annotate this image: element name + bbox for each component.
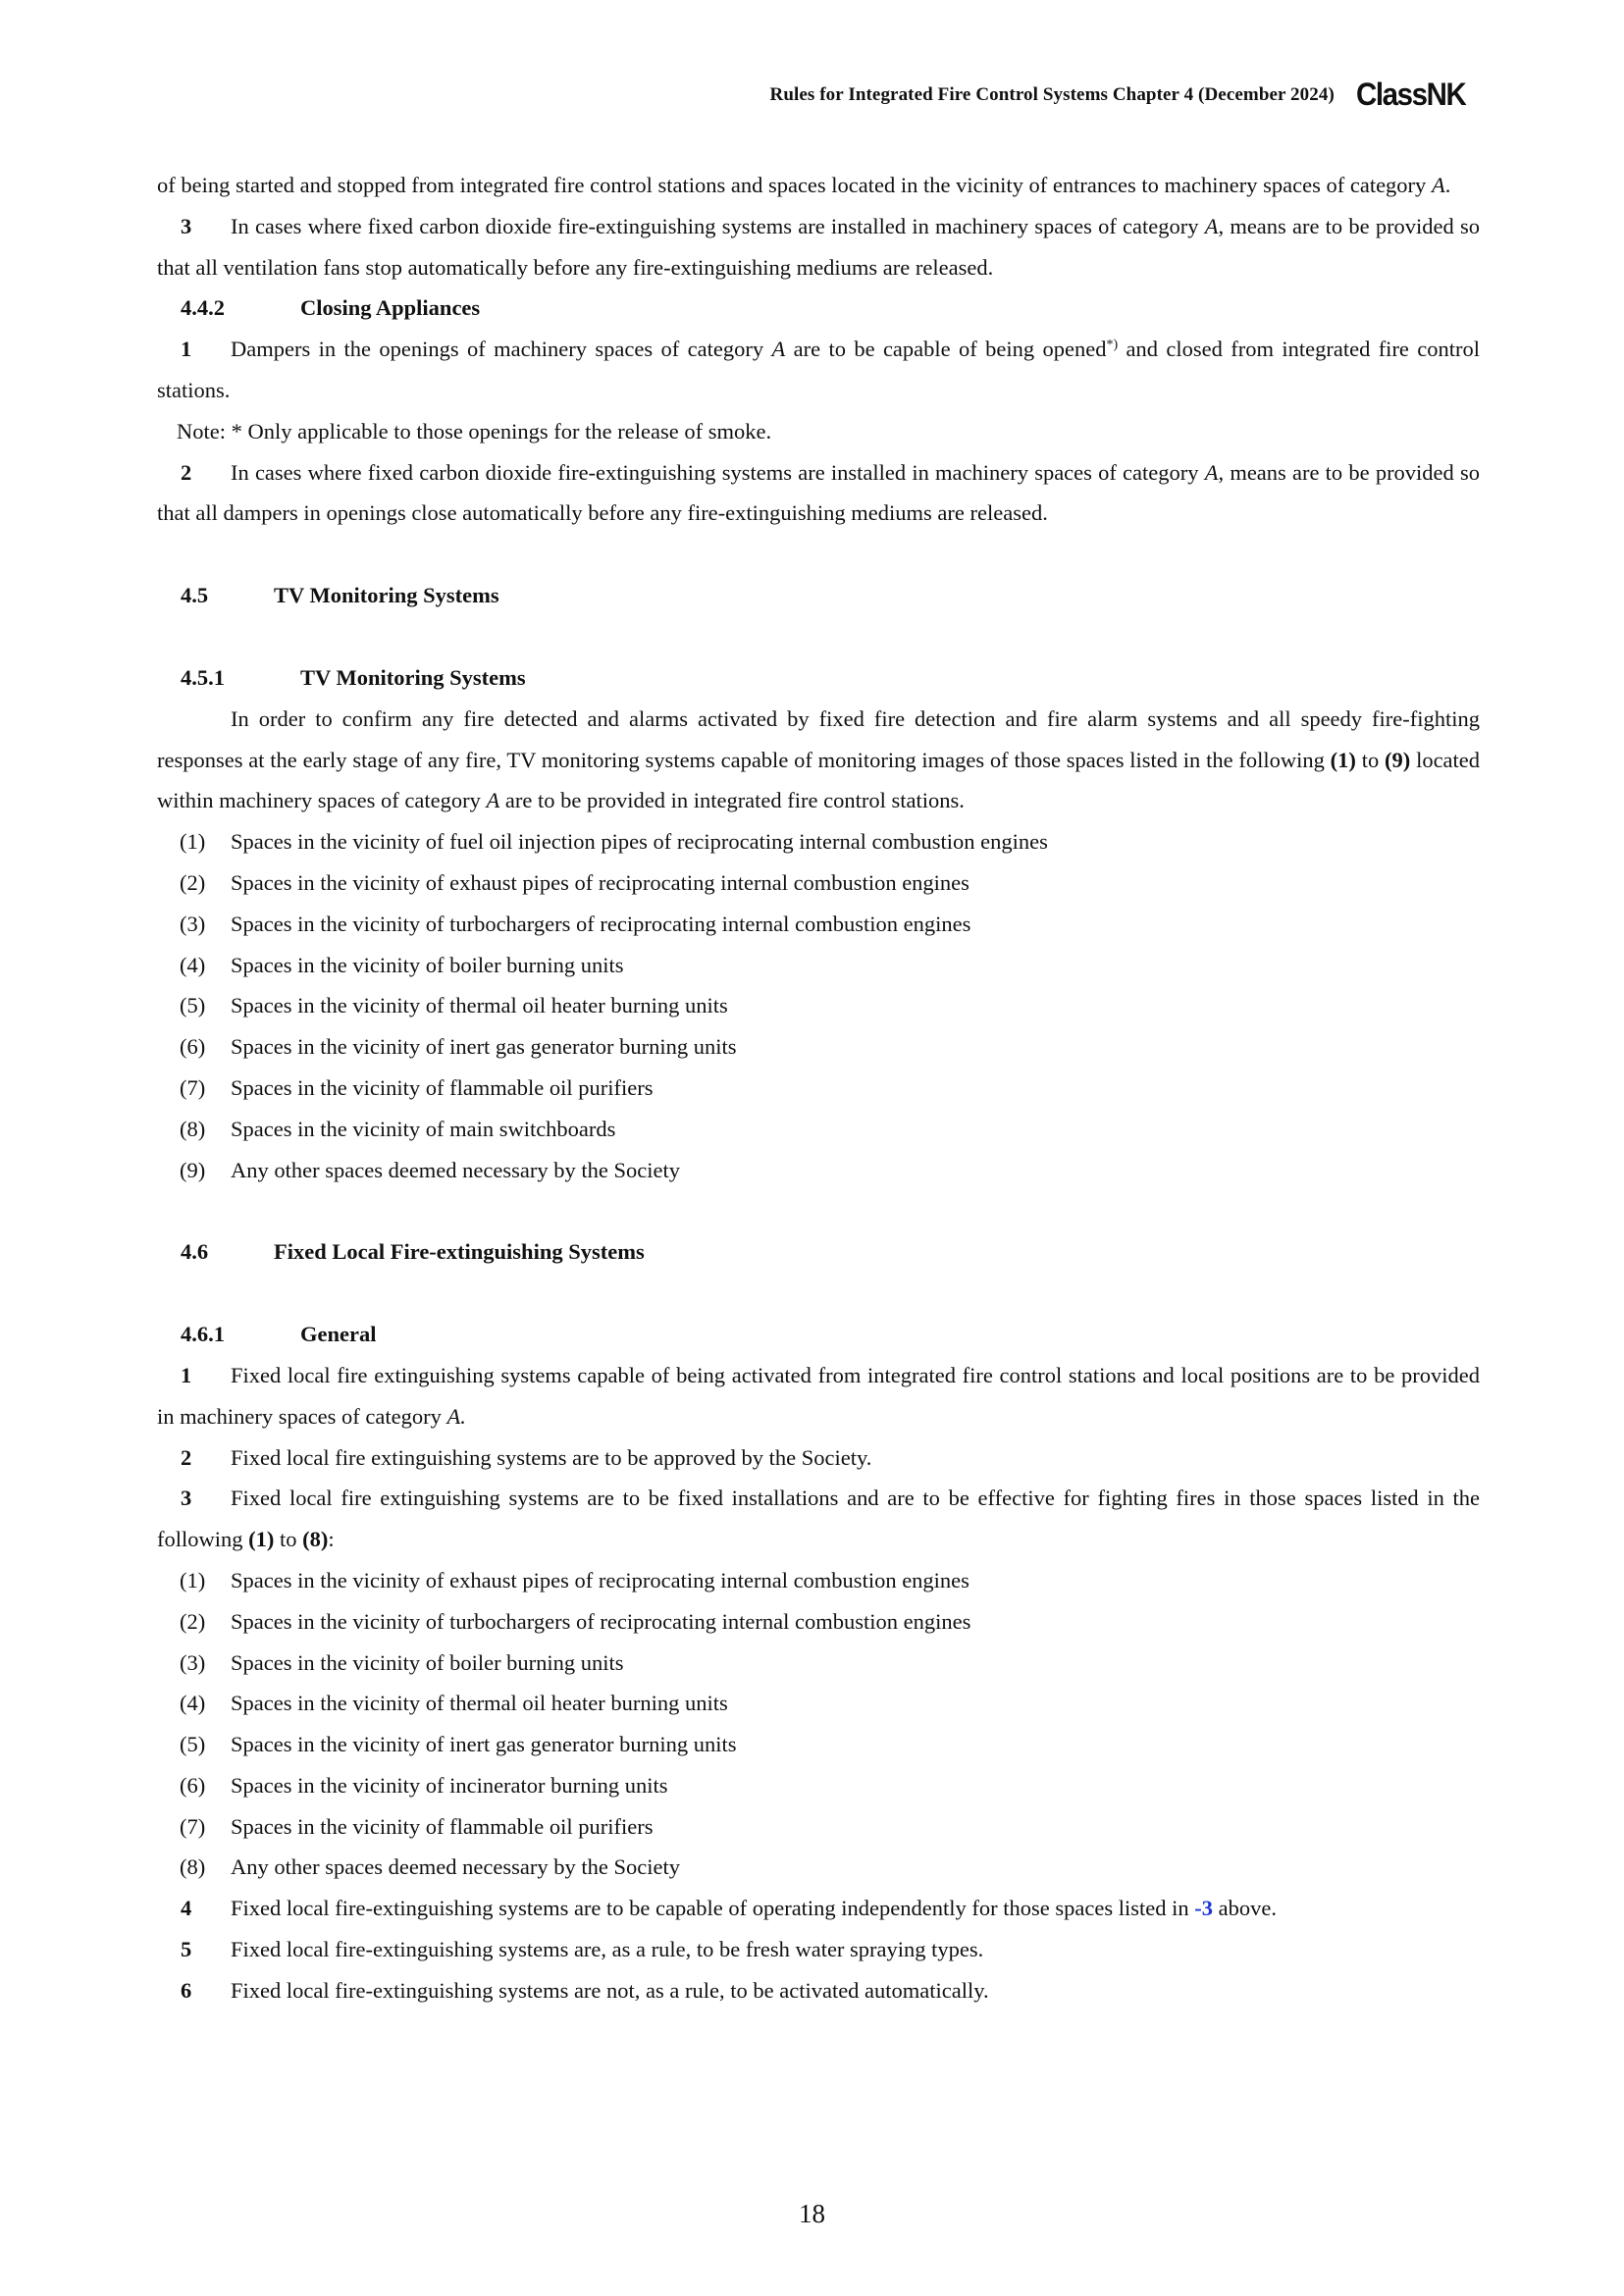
list-item: (4) Spaces in the vicinity of boiler burning units xyxy=(180,952,624,977)
local-extinguishing-space-list xyxy=(157,1560,1480,1888)
footnote: Note: * Only applicable to those openings for the release of smoke. xyxy=(177,418,772,444)
list-item: (1) Spaces in the vicinity of exhaust pipes of reciprocating internal combustion engines xyxy=(180,1567,969,1592)
paragraph-4-6-1-2: 2 Fixed local fire extinguishing systems are to be approved by the Society. xyxy=(181,1444,872,1470)
header-title: Rules for Integrated Fire Control Systems Chapter 4 (December 2024) xyxy=(769,83,1335,105)
paragraph-4-5-1: In order to confirm any fire detected and alarms activated by fixed fire detection and fire alarm systems and all speedy fire-fighting responses at the early stage of any fire, TV monitoring systems capable of monitoring images of those spaces listed in the following (1) to (9) located within machinery spaces of category A are to be provided in integrated fire control stations. xyxy=(157,705,1481,813)
list-item: (6) Spaces in the vicinity of inert gas generator burning units xyxy=(180,1034,737,1060)
list-item: (7) Spaces in the vicinity of flammable oil purifiers xyxy=(180,1074,654,1100)
page-header xyxy=(770,77,1475,113)
section-4-5-1-heading: 4.5.1 TV Monitoring Systems xyxy=(181,664,526,690)
list-item: (3) Spaces in the vicinity of boiler burning units xyxy=(180,1649,624,1675)
list-item: (2) Spaces in the vicinity of exhaust pipes of reciprocating internal combustion engines xyxy=(180,869,969,895)
list-item: (9) Any other spaces deemed necessary by the Society xyxy=(180,1157,680,1182)
list-item: (5) Spaces in the vicinity of thermal oil heater burning units xyxy=(180,993,728,1018)
list-item: (6) Spaces in the vicinity of incinerator burning units xyxy=(180,1772,668,1798)
cross-reference-link[interactable]: -3 xyxy=(1194,1896,1213,1921)
list-item: (7) Spaces in the vicinity of flammable oil purifiers xyxy=(180,1813,654,1839)
paragraph-4-6-1-3: 3 Fixed local fire extinguishing systems are to be fixed installations and are to be effective for fighting fires in those spaces listed in the following (1) to (8): xyxy=(157,1486,1480,1552)
section-4-6-heading: 4.6 Fixed Local Fire-extinguishing Systems xyxy=(181,1239,645,1265)
list-item: (3) Spaces in the vicinity of turbochargers of reciprocating internal combustion engines xyxy=(180,911,971,936)
list-item: (8) Any other spaces deemed necessary by the Society xyxy=(180,1854,680,1880)
paragraph-4-6-1-6: 6 Fixed local fire-extinguishing systems are not, as a rule, to be activated automatically. xyxy=(181,1977,989,2003)
document-body xyxy=(157,165,1480,2011)
classnk-logo: ClassNK xyxy=(1355,77,1466,112)
paragraph-4-6-1-4: 4 Fixed local fire-extinguishing systems are to be capable of operating independently for those spaces listed in -3 above. xyxy=(181,1896,1277,1921)
paragraph-4-6-1-5: 5 Fixed local fire-extinguishing systems are, as a rule, to be fresh water spraying types. xyxy=(181,1937,984,1962)
continuation-paragraph: of being started and stopped from integrated fire control stations and spaces located in the vicinity of entrances to machinery spaces of category A. xyxy=(157,173,1451,197)
list-item: (5) Spaces in the vicinity of inert gas generator burning units xyxy=(180,1732,737,1757)
list-item: (8) Spaces in the vicinity of main switchboards xyxy=(180,1116,616,1141)
list-item: (4) Spaces in the vicinity of thermal oil heater burning units xyxy=(180,1691,728,1716)
section-4-6-1-heading: 4.6.1 General xyxy=(181,1322,377,1347)
paragraph-4-6-1-1: 1 Fixed local fire extinguishing systems capable of being activated from integrated fire control stations and local positions are to be provided in machinery spaces of category A. xyxy=(157,1362,1480,1429)
paragraph-4-4-2-2: 2 In cases where fixed carbon dioxide fire-extinguishing systems are installed in machinery spaces of category A, means are to be provided so that all dampers in openings close automatically before any fire-extinguishing mediums are released. xyxy=(157,459,1481,526)
list-item: (2) Spaces in the vicinity of turbochargers of reciprocating internal combustion engines xyxy=(180,1608,971,1634)
tv-monitoring-space-list xyxy=(157,821,1480,1190)
paragraph-4-4-1-3: 3 In cases where fixed carbon dioxide fire-extinguishing systems are installed in machinery spaces of category A, means are to be provided so that all ventilation fans stop automatically before any fire-extinguishing mediums are released. xyxy=(157,213,1481,280)
section-4-5-heading: 4.5 TV Monitoring Systems xyxy=(181,583,499,608)
page-number: 18 xyxy=(799,2199,825,2228)
list-item: (1) Spaces in the vicinity of fuel oil injection pipes of reciprocating internal combustion engines xyxy=(180,829,1048,855)
section-4-4-2-heading: 4.4.2 Closing Appliances xyxy=(181,295,481,321)
paragraph-4-4-2-1: 1 Dampers in the openings of machinery spaces of category A are to be capable of being opened*) and closed from integrated fire control stations. xyxy=(157,337,1481,402)
